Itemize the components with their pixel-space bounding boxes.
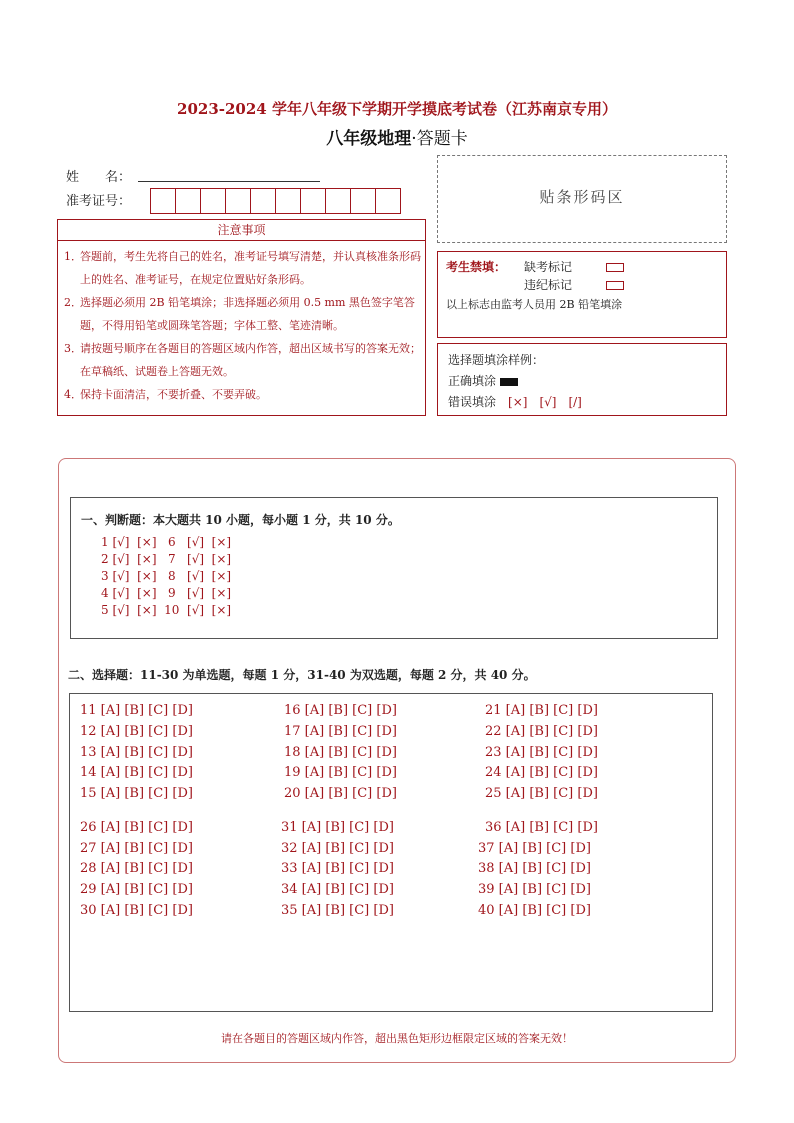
mc-item[interactable]: 19 [A] [B] [C] [D] <box>284 765 397 780</box>
notice-title: 注意事项 <box>57 219 426 241</box>
mc-item[interactable]: 11 [A] [B] [C] [D] <box>80 703 193 718</box>
correct-fill-label: 正确填涂 <box>448 374 497 388</box>
mc-item[interactable]: 27 [A] [B] [C] [D] <box>80 841 193 856</box>
id-box[interactable] <box>150 188 176 214</box>
forbid-label: 考生禁填： <box>446 260 507 274</box>
mc-item[interactable]: 35 [A] [B] [C] [D] <box>281 903 394 918</box>
name-field[interactable] <box>138 181 320 182</box>
answer-area-note: 请在各题目的答题区域内作答，超出黑色矩形边框限定区域的答案无效！ <box>221 1032 573 1045</box>
absent-mark-box[interactable] <box>606 263 624 272</box>
fill-sample-panel <box>437 343 727 416</box>
violation-mark-box[interactable] <box>606 281 624 290</box>
notice-num: 1． <box>64 250 82 263</box>
mc-item[interactable]: 16 [A] [B] [C] [D] <box>284 703 397 718</box>
mc-item[interactable]: 32 [A] [B] [C] [D] <box>281 841 394 856</box>
mc-item[interactable]: 28 [A] [B] [C] [D] <box>80 861 193 876</box>
id-box[interactable] <box>250 188 276 214</box>
wrong-fill-marks: [×] [√] [/] <box>508 395 582 409</box>
mc-item[interactable]: 37 [A] [B] [C] [D] <box>478 841 591 856</box>
id-box[interactable] <box>350 188 376 214</box>
notice-text: 请按题号顺序在各题目的答题区域内作答，超出区域书写的答案无效；在草稿纸、试题卷上答题无效。 <box>80 342 421 378</box>
barcode-label: 贴条形码区 <box>539 188 625 206</box>
proctor-panel <box>437 251 727 338</box>
notice-item <box>64 291 421 337</box>
tf-row[interactable]: 4 [√] [×] 9 [√] [×] <box>101 586 232 600</box>
barcode-area <box>437 155 727 243</box>
mc-item[interactable]: 26 [A] [B] [C] [D] <box>80 820 193 835</box>
tf-row[interactable]: 2 [√] [×] 7 [√] [×] <box>101 552 232 566</box>
exam-title: 2023-2024 学年八年级下学期开学摸底考试卷（江苏南京专用） <box>177 100 617 118</box>
notice-num: 3． <box>64 342 82 355</box>
notice-num: 4． <box>64 388 82 401</box>
mc-item[interactable]: 18 [A] [B] [C] [D] <box>284 745 397 760</box>
notice-item <box>64 245 421 291</box>
mc-item[interactable]: 13 [A] [B] [C] [D] <box>80 745 193 760</box>
mc-item[interactable]: 17 [A] [B] [C] [D] <box>284 724 397 739</box>
mc-item[interactable]: 12 [A] [B] [C] [D] <box>80 724 193 739</box>
violation-label: 违纪标记 <box>524 278 573 292</box>
section1-frame <box>70 497 718 639</box>
section2-frame <box>69 693 713 1012</box>
tf-row[interactable]: 3 [√] [×] 8 [√] [×] <box>101 569 232 583</box>
mc-item[interactable]: 15 [A] [B] [C] [D] <box>80 786 193 801</box>
notice-item <box>64 383 421 406</box>
mc-item[interactable]: 22 [A] [B] [C] [D] <box>485 724 598 739</box>
mc-item[interactable]: 23 [A] [B] [C] [D] <box>485 745 598 760</box>
mc-item[interactable]: 39 [A] [B] [C] [D] <box>478 882 591 897</box>
card-type: ·答题卡 <box>411 129 468 149</box>
notice-body <box>57 241 426 416</box>
notice-text: 答题前，考生先将自己的姓名，准考证号填写清楚，并认真核准条形码上的姓名、准考证号，在规定位置贴好条形码。 <box>80 250 421 286</box>
mc-item[interactable]: 21 [A] [B] [C] [D] <box>485 703 598 718</box>
id-box[interactable] <box>300 188 326 214</box>
fill-sample-title: 选择题填涂样例： <box>448 353 545 367</box>
notice-text: 选择题必须用 2B 铅笔填涂；非选择题必须用 0.5 mm 黑色签字笔答题，不得用铅笔或圆珠笔答题；字体工整、笔迹清晰。 <box>80 296 415 332</box>
mc-item[interactable]: 20 [A] [B] [C] [D] <box>284 786 397 801</box>
id-box[interactable] <box>325 188 351 214</box>
mc-item[interactable]: 14 [A] [B] [C] [D] <box>80 765 193 780</box>
forbid-note: 以上标志由监考人员用 2B 铅笔填涂 <box>446 298 623 311</box>
tf-row[interactable]: 5 [√] [×] 10 [√] [×] <box>101 603 232 617</box>
notice-text: 保持卡面清洁，不要折叠、不要弄破。 <box>80 388 267 401</box>
mc-item[interactable]: 29 [A] [B] [C] [D] <box>80 882 193 897</box>
mc-item[interactable]: 24 [A] [B] [C] [D] <box>485 765 598 780</box>
mc-item[interactable]: 25 [A] [B] [C] [D] <box>485 786 598 801</box>
mc-item[interactable]: 30 [A] [B] [C] [D] <box>80 903 193 918</box>
section1-rows <box>101 534 231 619</box>
notice-num: 2． <box>64 296 82 309</box>
id-box[interactable] <box>225 188 251 214</box>
mc-item[interactable]: 40 [A] [B] [C] [D] <box>478 903 591 918</box>
id-box[interactable] <box>175 188 201 214</box>
section2-title: 二、选择题：11-30 为单选题，每题 1 分，31-40 为双选题，每题 2 分，共 40 分。 <box>68 668 536 682</box>
subject-title: 八年级地理 <box>326 129 412 149</box>
mc-item[interactable]: 38 [A] [B] [C] [D] <box>478 861 591 876</box>
id-box[interactable] <box>275 188 301 214</box>
id-box[interactable] <box>375 188 401 214</box>
wrong-fill-label: 错误填涂 <box>448 395 497 409</box>
id-box[interactable] <box>200 188 226 214</box>
mc-item[interactable]: 34 [A] [B] [C] [D] <box>281 882 394 897</box>
card-subtitle <box>0 124 794 149</box>
tf-row[interactable]: 1 [√] [×] 6 [√] [×] <box>101 535 232 549</box>
name-label: 姓 名： <box>66 170 132 185</box>
absent-label: 缺考标记 <box>524 260 573 274</box>
correct-fill-mark <box>500 378 518 386</box>
section1-title: 一、判断题：本大题共 10 小题，每小题 1 分，共 10 分。 <box>81 513 400 527</box>
mc-item[interactable]: 33 [A] [B] [C] [D] <box>281 861 394 876</box>
notice-item <box>64 337 421 383</box>
id-label: 准考证号： <box>66 194 132 209</box>
id-boxes[interactable] <box>151 188 401 214</box>
mc-item[interactable]: 36 [A] [B] [C] [D] <box>485 820 598 835</box>
mc-item[interactable]: 31 [A] [B] [C] [D] <box>281 820 394 835</box>
